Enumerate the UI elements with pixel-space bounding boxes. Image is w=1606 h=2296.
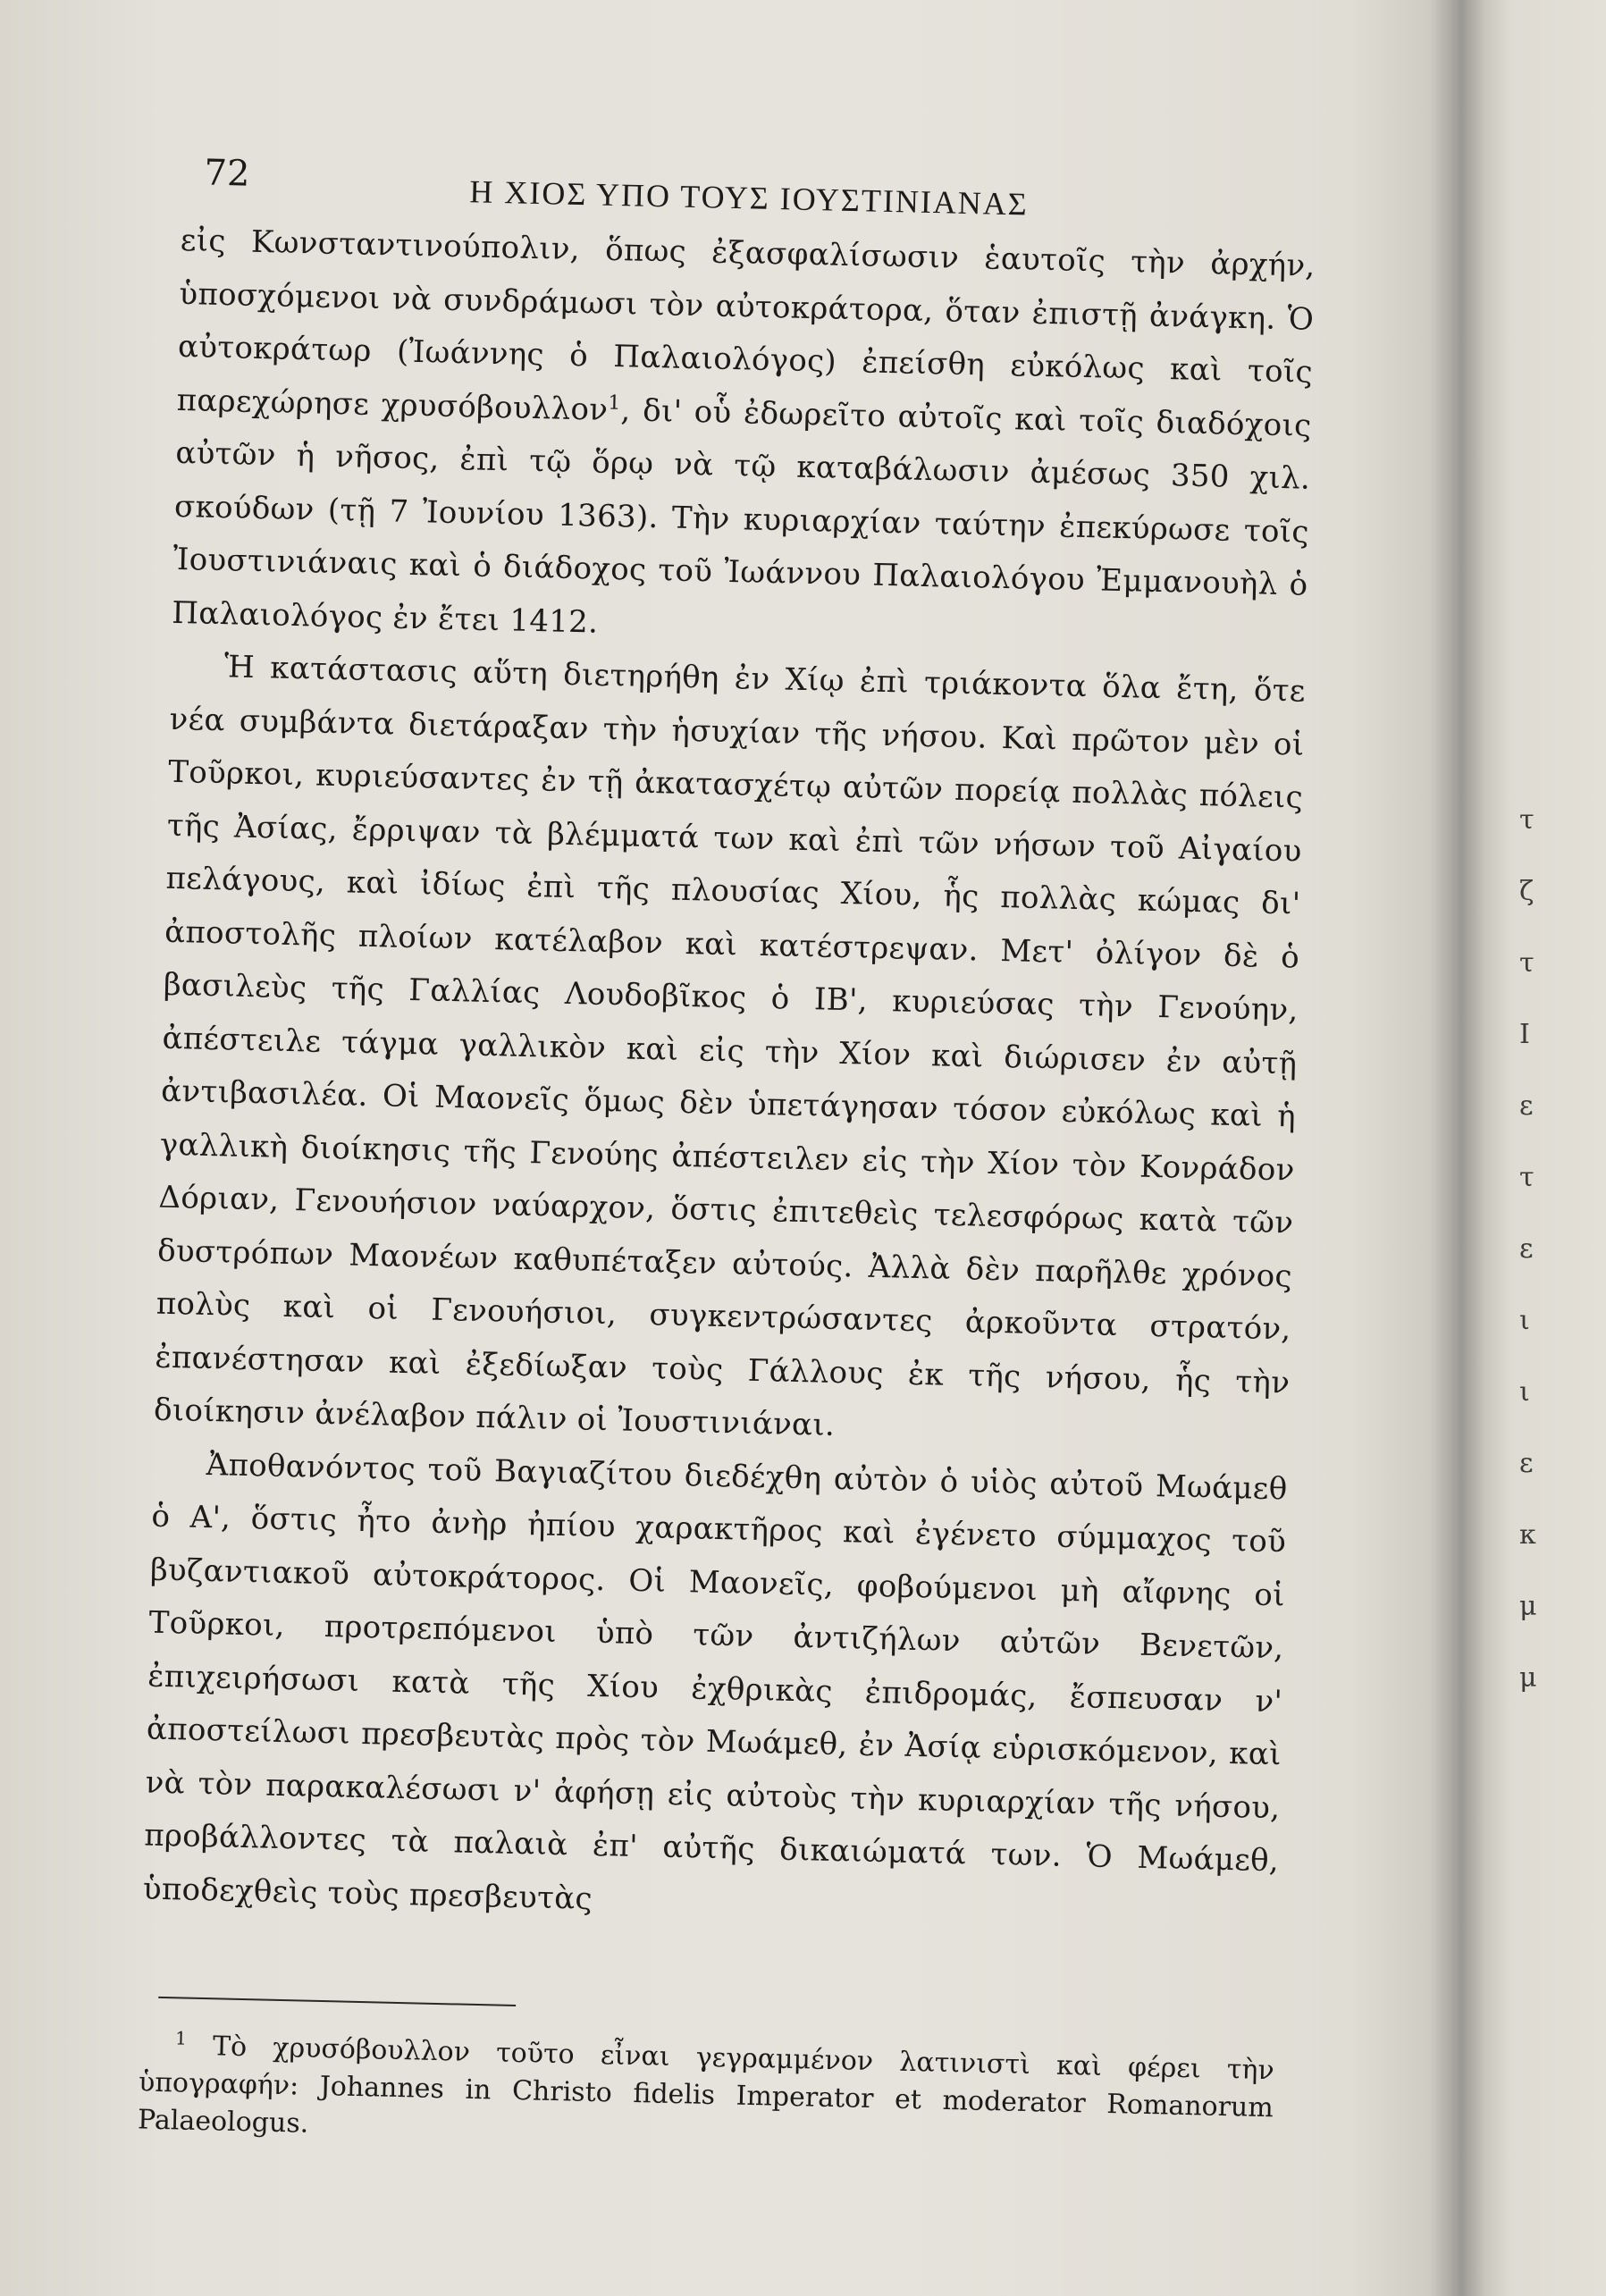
edge-glyph: μ <box>1519 1662 1537 1694</box>
edge-glyph: ι <box>1519 1305 1530 1336</box>
edge-glyph: ζ <box>1519 876 1535 907</box>
edge-glyph: ε <box>1519 1090 1534 1122</box>
edge-glyph: Ι <box>1519 1019 1530 1050</box>
footnote-mark: 1 <box>174 2027 188 2049</box>
edge-glyph: ε <box>1519 1233 1534 1265</box>
paragraph-1-text-a: εἰς Κωνσταντινούπολιν, ὅπως ἐξασφαλίσωσιν ἑαυτοῖς τὴν ἀρχήν, ὑποσχόμενοι νὰ συνδράμωσι τὸν αὐτοκράτορα, ὅταν ἐπιστῇ ἀνάγκη. Ὁ αὐτοκράτωρ (Ἰωάννης ὁ Παλαιολόγος) ἐπείσθη εὐκόλως καὶ τοῖς παρεχώρησε χρυσόβουλλον <box>176 222 1316 428</box>
edge-glyph: ε <box>1519 1448 1534 1479</box>
running-head <box>181 116 1345 223</box>
footnote <box>138 2026 1302 2165</box>
running-title: Η ΧΙΟΣ ΥΠΟ ΤΟΥΣ ΙΟΥΣΤΙΝΙΑΝΑΣ <box>468 173 1030 223</box>
footnote-rule <box>158 1997 516 2006</box>
edge-glyph: τ <box>1519 1162 1535 1193</box>
page-number: 72 <box>204 152 250 195</box>
paragraph-1-text-b: , δι' οὗ ἐδωρεῖτο αὐτοῖς καὶ τοῖς διαδόχοις αὐτῶν ἡ νῆσος, ἐπὶ τῷ ὅρῳ νὰ τῷ καταβάλωσιν ἀμέσως 350 χιλ. σκούδων (τῇ 7 Ἰουνίου 1363). Τὴν κυριαρχίαν ταύτην ἐπεκύρωσε τοῖς Ἰουστινιάναις καὶ ὁ διάδοχος τοῦ Ἰωάννου Παλαιολόγου Ἐμμανουὴλ ὁ Παλαιολόγος ἐν ἔτει 1412. <box>171 391 1312 641</box>
paragraph-3: Ἀποθανόντος τοῦ Βαγιαζίτου διεδέχθη αὐτὸν ὁ υἱὸς αὐτοῦ Μωάμεθ ὁ Α', ὅστις ἦτο ἀνὴρ ἠπίου χαρακτῆρος καὶ ἐγένετο σύμμαχος τοῦ βυζαντιακοῦ αὐτοκράτορος. Οἱ Μαονεῖς, φοβούμενοι μὴ αἴφνης οἱ Τοῦρκοι, προτρεπόμενοι ὑπὸ τῶν ἀντιζήλων αὐτῶν Βενετῶν, ἐπιχειρήσωσι κατὰ τῆς Χίου ἐχθρικὰς ἐπιδρομάς, ἔσπευσαν ν' ἀποστείλωσι πρεσβευτὰς πρὸς τὸν Μωάμεθ, ἐν Ἀσίᾳ εὑρισκόμενον, καὶ νὰ τὸν παρακαλέσωσι ν' ἀφήσῃ εἰς αὐτοὺς τὴν κυριαρχίαν τῆς νήσου, προβάλλοντες τὰ παλαιὰ ἐπ' αὐτῆς δικαιώματά των. Ὁ Μωάμεθ, ὑποδεχθεὶς τοὺς πρεσβευτὰς <box>142 1446 1288 1917</box>
edge-glyph: ι <box>1519 1376 1530 1408</box>
edge-glyph: κ <box>1519 1519 1536 1551</box>
edge-glyph: μ <box>1519 1591 1537 1622</box>
body-text <box>142 214 1342 1942</box>
paragraph-1 <box>172 214 1316 666</box>
edge-glyph: τ <box>1519 947 1535 979</box>
next-page-edge <box>1519 804 1600 2056</box>
book-page <box>138 116 1345 2166</box>
footnote-reference: 1 <box>608 391 622 415</box>
footnote-text: Τὸ χρυσόβουλλον τοῦτο εἶναι γεγραμμένον λατινιστὶ καὶ φέρει τὴν ὑπογραφήν: Johannes in Christo fidelis Imperator et moderator Romanorum Palaeologus. <box>137 2031 1275 2140</box>
edge-glyph: τ <box>1519 804 1535 836</box>
paragraph-2: Ἡ κατάστασις αὕτη διετηρήθη ἐν Χίῳ ἐπὶ τριάκοντα ὅλα ἔτη, ὅτε νέα συμβάντα διετάραξαν τὴν ἡσυχίαν τῆς νήσου. Καὶ πρῶτον μὲν οἱ Τοῦρκοι, κυριεύσαντες ἐν τῇ ἀκατασχέτῳ αὐτῶν πορείᾳ πολλὰς πόλεις τῆς Ἀσίας, ἔρριψαν τὰ βλέμματά των καὶ ἐπὶ τῶν νήσων τοῦ Αἰγαίου πελάγους, καὶ ἰδίως ἐπὶ τῆς πλουσίας Χίου, ἧς πολλὰς κώμας δι' ἀποστολῆς πλοίων κατέλαβον καὶ κατέστρεψαν. Μετ' ὀλίγον δὲ ὁ βασιλεὺς τῆς Γαλλίας Λουδοβῖκος ὁ ΙΒ', κυριεύσας τὴν Γενούην, ἀπέστειλε τάγμα γαλλικὸν καὶ εἰς τὴν Χίον καὶ διώρισεν ἐν αὐτῇ ἀντιβασιλέα. Οἱ Μαονεῖς ὅμως δὲν ὑπετάγησαν τόσον εὐκόλως καὶ ἡ γαλλικὴ διοίκησις τῆς Γενούης ἀπέστειλεν εἰς τὴν Χίον τὸν Κονράδον Δόριαν, Γενουήσιον ναύαρχον, ὅστις ἐπιτεθεὶς τελεσφόρως κατὰ τῶν δυστρόπων Μαονέων καθυπέταξεν αὐτούς. Ἀλλὰ δὲν παρῆλθε χρόνος πολὺς καὶ οἱ Γενουήσιοι, συγκεντρώσαντες ἀρκοῦντα στρατόν, ἐπανέστησαν καὶ ἐξεδίωξαν τοὺς Γάλλους ἐκ τῆς νήσου, ἧς τὴν διοίκησιν ἀνέλαβον πάλιν οἱ Ἰουστινιάναι. <box>153 649 1307 1443</box>
